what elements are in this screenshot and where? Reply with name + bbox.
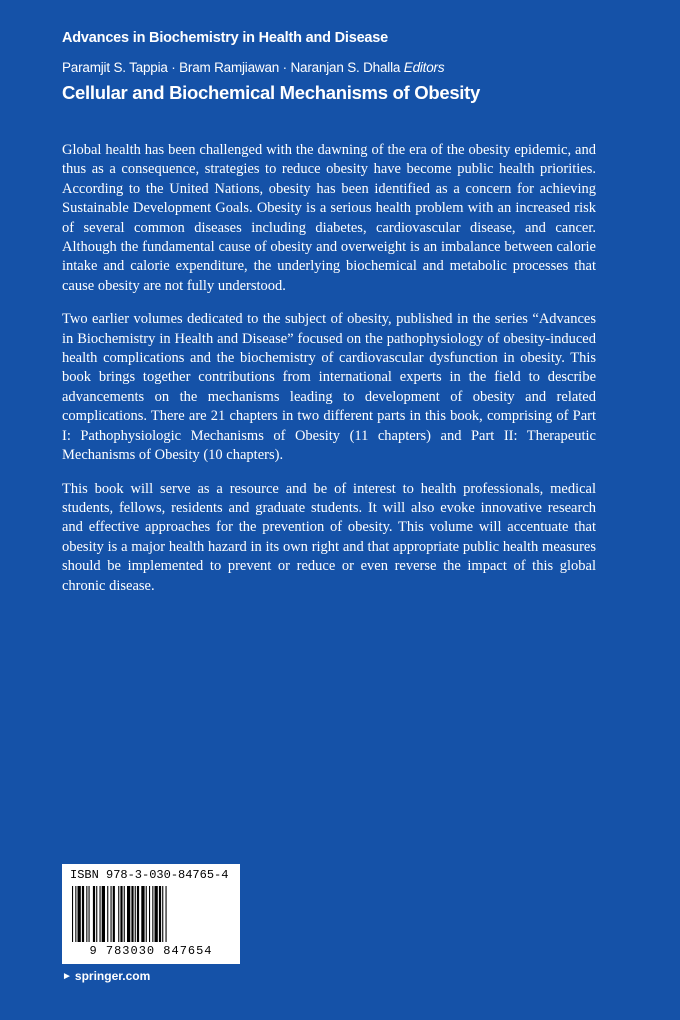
publisher-url: springer.com (74, 969, 151, 983)
blurb-text (62, 141, 596, 610)
editors-line (62, 60, 444, 75)
publisher-link[interactable] (62, 969, 150, 983)
editors-role: Editors (403, 60, 445, 75)
blurb-paragraph: Global health has been challenged with the dawning of the era of the obesity epidemic, and thus as a consequence, strategies to reduce obesity have become public health priorities. According to the United Nations, obesity has been identified as a concern for achieving Sustainable Development Goals. Obesity is a serious health problem with an increased risk of several common diseases including diabetes, cardiovascular disease, and cancer. Although the fundamental cause of obesity and overweight is an imbalance between calorie intake and calorie expenditure, the underlying biochemical and metabolic processes that cause obesity are not fully understood. (62, 142, 596, 294)
blurb-paragraph: Two earlier volumes dedicated to the subject of obesity, published in the series “Advances in Biochemistry in Health and Disease” focused on the pathophysiology of obesity-induced health complications and the biochemistry of cardiovascular dysfunction in obesity. This book brings together contributions from international experts in the field to describe advancements on the mechanisms leading to development of obesity and related complications. There are 21 chapters in two different parts in this book, comprising of Part I: Pathophysiologic Mechanisms of Obesity (11 chapters) and Part II: Therapeutic Mechanisms of Obesity (10 chapters). (62, 311, 596, 464)
blurb-paragraph: This book will serve as a resource and be of interest to health professionals, medical students, fellows, residents and graduate students. It will also evoke innovative research and effective approaches for the prevention of obesity. This volume will accentuate that obesity is a major health hazard in its own right and that appropriate public health measures should be implemented to prevent or reduce or even reverse the impact of this global chronic disease. (62, 480, 596, 594)
barcode-digits: 9 783030 847654 (89, 944, 213, 958)
series-title: Advances in Biochemistry in Health and Disease (62, 30, 389, 46)
arrow-right-icon: ► (62, 970, 72, 982)
isbn-barcode (62, 864, 240, 964)
book-title: Cellular and Biochemical Mechanisms of Obesity (62, 82, 480, 103)
barcode-bars (72, 886, 230, 942)
isbn-number: ISBN 978-3-030-84765-4 (70, 868, 229, 882)
editor-names: Paramjit S. Tappia · Bram Ramjiawan · Naranjan S. Dhalla (62, 60, 401, 75)
